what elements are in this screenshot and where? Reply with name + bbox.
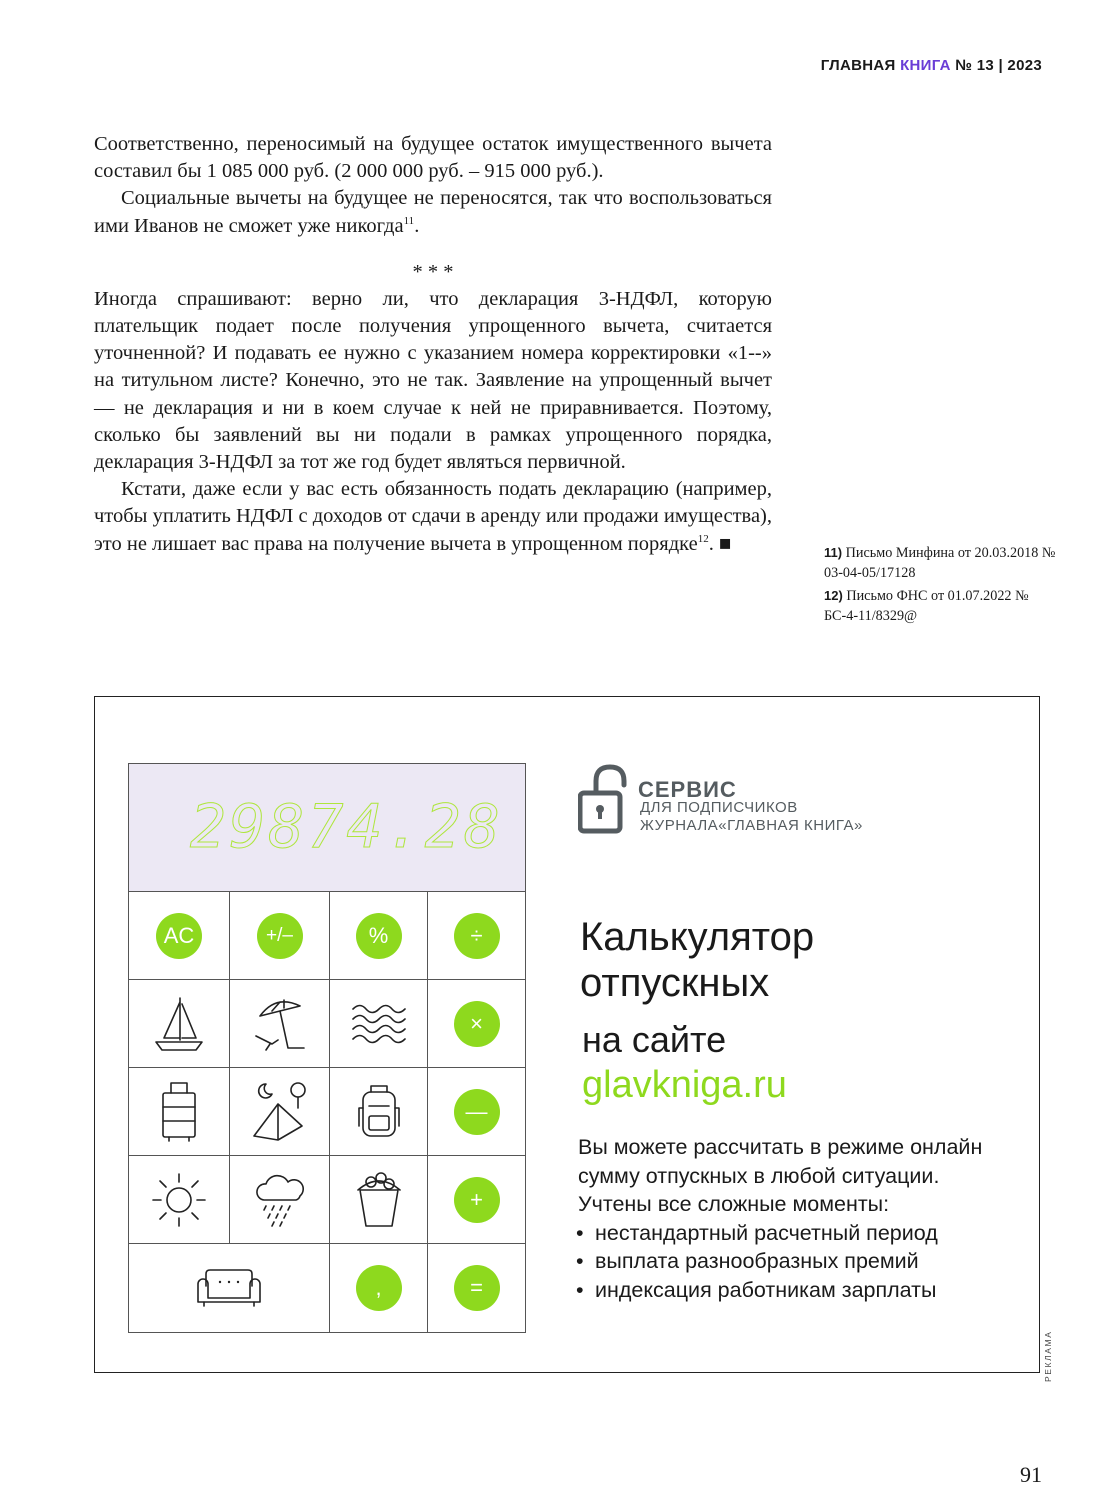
header-title-2: КНИГА: [900, 57, 951, 74]
page-number: 91: [1020, 1462, 1042, 1487]
unlocked-padlock-icon: [578, 763, 628, 837]
calc-key-multiply-label: ×: [454, 1001, 500, 1047]
beach-umbrella-icon: [250, 994, 310, 1054]
paragraph-2-text: Социальные вычеты на будущее не переносятся, так что воспользоваться ими Иванов не сможет уже никогда: [94, 187, 772, 237]
sailboat-icon: [152, 994, 206, 1054]
ad-feature-list: [578, 1219, 998, 1305]
list-item: • выплата разнообразных премий: [578, 1247, 998, 1276]
calc-cell-sofa: [129, 1244, 330, 1332]
running-header: [821, 57, 1042, 74]
footnote-number: 12): [824, 588, 843, 603]
list-item: • индексация работникам зарплаты: [578, 1276, 998, 1305]
footnotes: [824, 543, 1064, 629]
paragraph-4-text: Кстати, даже если у вас есть обязанность подать декларацию (например, чтобы уплатить НДФЛ с доходов от сдачи в аренду или продажи имущества), это не лишает вас права на получение вычета в упрощенном порядке: [94, 478, 772, 555]
tent-moon-tree-icon: [248, 1080, 312, 1144]
footnote-text: Письмо ФНС от 01.07.2022 № БС-4-11/8329@: [824, 588, 1029, 624]
calc-key-plusminus-label: +/–: [257, 913, 303, 959]
ad-headline-line-1: Калькулятор: [580, 915, 815, 959]
backpack-icon: [357, 1082, 401, 1142]
calc-cell-camping: [230, 1068, 330, 1156]
paragraph-2: [94, 185, 772, 239]
ad-headline-line-2: отпускных: [580, 961, 770, 1005]
calc-key-plus-label: +: [454, 1177, 500, 1223]
calculator-display-value: 29874.28: [190, 792, 503, 862]
waves-icon: [349, 999, 409, 1049]
calc-cell-sun: [129, 1156, 230, 1244]
footnote-11: [824, 543, 1064, 583]
footnote-12: [824, 586, 1064, 626]
calculator-display: [129, 764, 525, 892]
calc-key-ac: [129, 892, 230, 980]
paragraph-4: [94, 476, 772, 558]
service-badge: [578, 763, 1018, 843]
calc-key-minus: [428, 1068, 525, 1156]
calc-key-percent: [330, 892, 428, 980]
calc-cell-umbrella: [230, 980, 330, 1068]
calc-cell-backpack: [330, 1068, 428, 1156]
footnote-ref-12[interactable]: 12: [697, 532, 709, 545]
service-subtitle: [640, 799, 863, 835]
calc-key-minus-label: —: [454, 1089, 500, 1135]
footnote-number: 11): [824, 545, 843, 560]
ad-subheadline: на сайте: [582, 1019, 727, 1060]
suitcase-icon: [159, 1081, 199, 1143]
calc-key-plus: [428, 1156, 525, 1244]
calc-cell-rain: [230, 1156, 330, 1244]
header-title-1: ГЛАВНАЯ: [820, 57, 896, 74]
calculator-illustration: [128, 763, 526, 1333]
calc-key-multiply: [428, 980, 525, 1068]
footnote-text: Письмо Минфина от 20.03.2018 № 03-04-05/17128: [824, 545, 1056, 581]
paragraph-3: Иногда спрашивают: верно ли, что декларация 3-НДФЛ, которую плательщик подает после получения упрощенного вычета, считается уточненной? И подавать ее нужно с указанием номера корректировки «1--» на титульном листе? Конечно, это не так. Заявление на упрощенный вычет — не декларация и ни в коем случае к ней не приравнивается. Поэтому, сколько бы заявлений вы ни подали в рамках упрощенного порядка, декларация 3-НДФЛ за тот же год будет являться первичной.: [94, 287, 772, 474]
paragraph-4-end: . ■: [708, 532, 732, 555]
ad-description-intro: Вы можете рассчитать в режиме онлайн сумму отпускных в любой ситуации. Учтены все сложные моменты:: [578, 1135, 983, 1216]
ad-label: [1041, 1322, 1055, 1382]
paragraph-2-end: .: [414, 214, 420, 237]
bucket-icon: [354, 1170, 404, 1230]
header-issue: № 13 | 2023: [955, 57, 1042, 74]
section-divider: * * *: [412, 260, 454, 283]
calc-cell-sailboat: [129, 980, 230, 1068]
service-title: СЕРВИС: [638, 777, 737, 802]
service-subtitle-line-2: ЖУРНАЛА«ГЛАВНАЯ КНИГА»: [640, 817, 863, 834]
calc-key-comma: [330, 1244, 428, 1332]
article-body: [94, 131, 772, 558]
ad-description: [578, 1133, 998, 1304]
calc-cell-suitcase: [129, 1068, 230, 1156]
calc-cell-bucket: [330, 1156, 428, 1244]
ad-headline: [580, 914, 1020, 1006]
calc-key-plusminus: [230, 892, 330, 980]
sofa-icon: [196, 1268, 262, 1308]
sun-icon: [149, 1170, 209, 1230]
footnote-ref-11[interactable]: 11: [403, 214, 415, 227]
service-subtitle-line-1: ДЛЯ ПОДПИСЧИКОВ: [640, 799, 798, 816]
calc-key-equals-label: =: [454, 1265, 500, 1311]
calc-key-comma-label: ,: [356, 1265, 402, 1311]
ad-site-link[interactable]: glavkniga.ru: [582, 1064, 787, 1106]
calc-key-divide: [428, 892, 525, 980]
calc-key-equals: [428, 1244, 525, 1332]
calc-key-divide-label: ÷: [454, 913, 500, 959]
calc-cell-waves: [330, 980, 428, 1068]
ad-label-text: РЕКЛАМА: [1043, 1330, 1053, 1382]
calc-key-percent-label: %: [356, 913, 402, 959]
paragraph-1: Соответственно, переносимый на будущее остаток имущественного вычета составил бы 1 085 000 руб. (2 000 000 руб. – 915 000 руб.).: [94, 133, 772, 183]
list-item: • нестандартный расчетный период: [578, 1219, 998, 1248]
rain-cloud-icon: [250, 1170, 310, 1230]
calc-key-ac-label: AC: [156, 913, 202, 959]
